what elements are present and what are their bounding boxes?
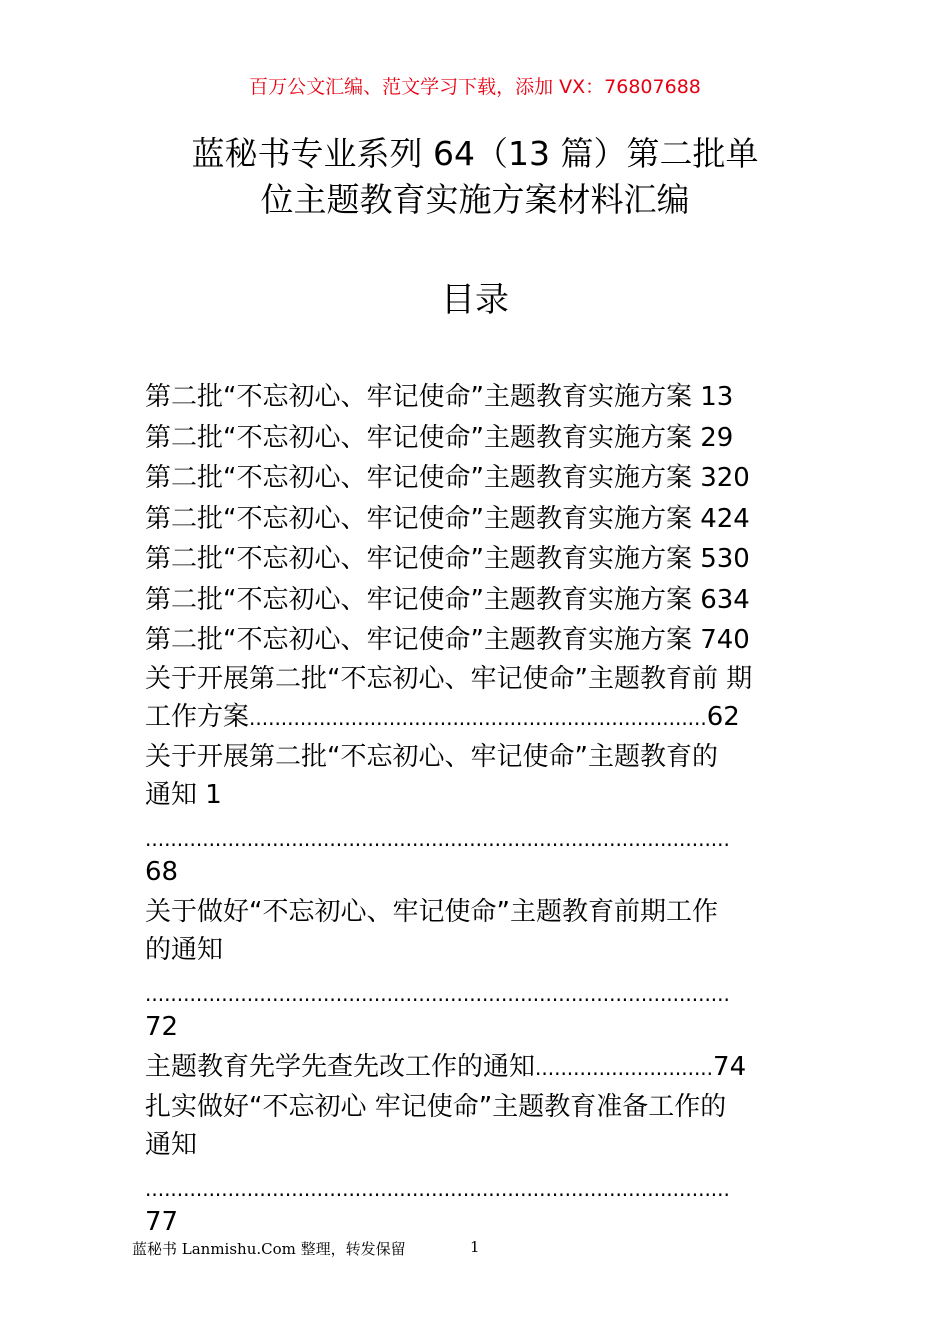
toc-entry-11-page: 74: [713, 1052, 747, 1082]
toc-entry-11[interactable]: [145, 1050, 746, 1085]
toc-entry-2[interactable]: 第二批“不忘初心、牢记使命”主题教育实施方案 29: [145, 423, 734, 453]
toc-entry-7[interactable]: 第二批“不忘初心、牢记使命”主题教育实施方案 740: [145, 625, 750, 655]
toc-leader-dots: ............................................................................................: [145, 1177, 730, 1201]
toc-entry-10-page[interactable]: 72: [145, 1012, 179, 1042]
toc-entry-9-page[interactable]: 68: [145, 857, 179, 887]
toc-leader-dots: ........................................................................: [249, 706, 707, 730]
page-number: 1: [470, 1238, 480, 1256]
toc-leader-dots: ............................................................................................: [145, 827, 730, 851]
toc-entry-12-line-2[interactable]: 通知: [145, 1130, 198, 1160]
toc-entry-10-line-2[interactable]: 的通知: [145, 935, 224, 965]
toc-entry-6[interactable]: 第二批“不忘初心、牢记使命”主题教育实施方案 634: [145, 585, 750, 615]
document-title-line-2: 位主题教育实施方案材料汇编: [260, 180, 690, 219]
toc-entry-3[interactable]: 第二批“不忘初心、牢记使命”主题教育实施方案 320: [145, 463, 750, 493]
toc-entry-10-line-1[interactable]: 关于做好“不忘初心、牢记使命”主题教育前期工作: [145, 897, 718, 927]
toc-entry-8-line-1[interactable]: 关于开展第二批“不忘初心、牢记使命”主题教育前 期: [145, 664, 753, 694]
footer-source: 蓝秘书 Lanmishu.Com 整理，转发保留: [132, 1240, 406, 1258]
toc-entry-8-title: 工作方案: [145, 702, 250, 732]
toc-entry-12-line-1[interactable]: 扎实做好“不忘初心 牢记使命”主题教育准备工作的: [145, 1092, 727, 1122]
toc-entry-5[interactable]: 第二批“不忘初心、牢记使命”主题教育实施方案 530: [145, 544, 750, 574]
toc-entry-12-page[interactable]: 77: [145, 1207, 179, 1237]
toc-heading: 目录: [441, 280, 509, 320]
toc-entry-9-line-2[interactable]: 通知 1: [145, 780, 222, 810]
toc-entry-11-title: 主题教育先学先查先改工作的通知: [145, 1052, 536, 1082]
toc-entry-8-page: 62: [706, 702, 740, 732]
toc-entry-9-line-1[interactable]: 关于开展第二批“不忘初心、牢记使命”主题教育的: [145, 742, 718, 772]
download-banner: 百万公文汇编、范文学习下载，添加 VX：76807688: [249, 76, 701, 98]
toc-entry-4[interactable]: 第二批“不忘初心、牢记使命”主题教育实施方案 424: [145, 504, 750, 534]
toc-leader-dots: ............................: [535, 1056, 714, 1080]
toc-entry-8-line-2[interactable]: [145, 700, 740, 735]
toc-leader-dots: ............................................................................................: [145, 982, 730, 1006]
toc-entry-1[interactable]: 第二批“不忘初心、牢记使命”主题教育实施方案 13: [145, 382, 734, 412]
document-title-line-1: 蓝秘书专业系列 64（13 篇）第二批单: [191, 134, 759, 173]
